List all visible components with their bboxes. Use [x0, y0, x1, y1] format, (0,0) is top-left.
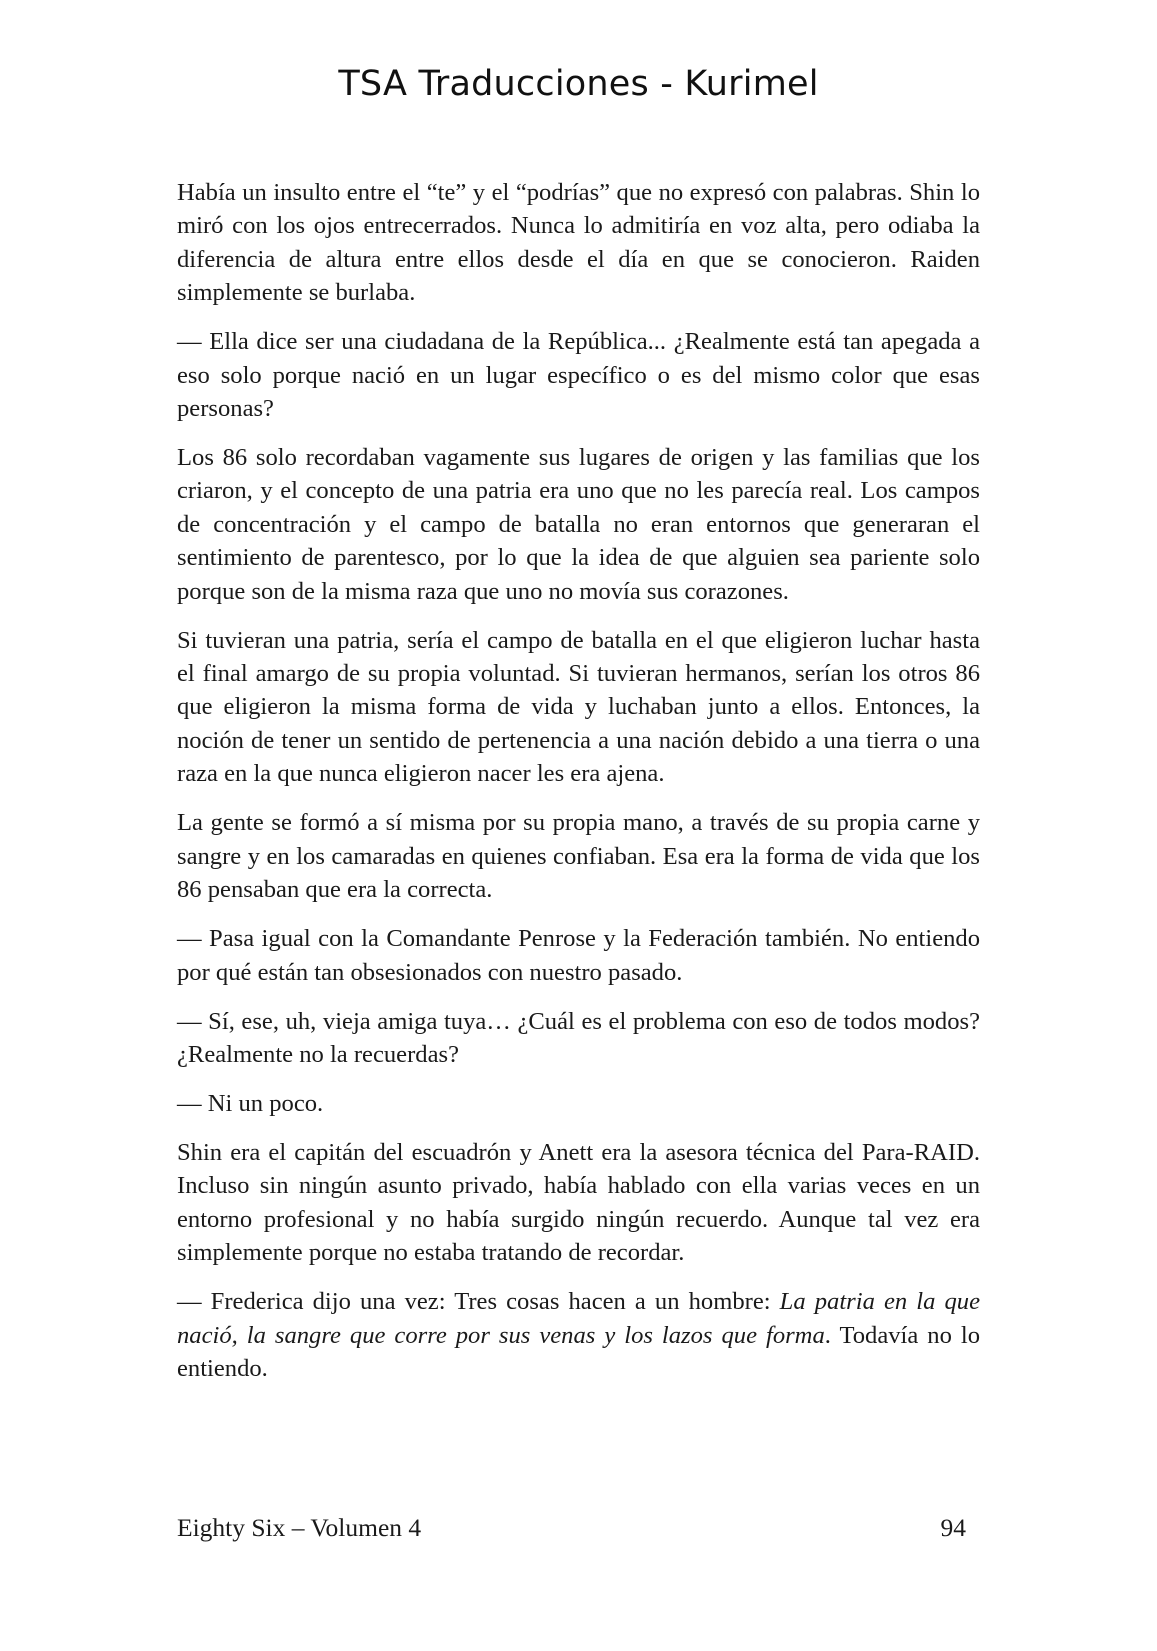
paragraph-text: . Todavía no lo entiendo. [177, 1321, 981, 1382]
page-header: TSA Traducciones - Kurimel [338, 64, 819, 104]
paragraph: La gente se formó a sí misma por su propia mano, a través de su propia carne y sangre y en los camaradas en quienes confiaban. Esa era la forma de vida que los 86 pensaban que era la correcta. [177, 809, 980, 904]
paragraph: — Ni un poco. [177, 1089, 324, 1117]
paragraph: — Ella dice ser una ciudadana de la República... ¿Realmente está tan apegada a eso solo porque nació en un lugar específico o es del mismo color que esas personas? [177, 328, 980, 423]
page-body [177, 176, 980, 1401]
paragraph: Los 86 solo recordaban vagamente sus lugares de origen y las familias que los criaron, y el concepto de una patria era uno que no les parecía real. Los campos de concentración y el campo de batalla no eran entornos que generaran el sentimiento de parentesco, por lo que la idea de que alguien sea pariente solo porque son de la misma raza que uno no movía sus corazones. [177, 444, 980, 605]
paragraph: — Sí, ese, uh, vieja amiga tuya… ¿Cuál es el problema con eso de todos modos? ¿Realmente no la recuerdas? [177, 1007, 980, 1068]
footer-book-title: Eighty Six – Volumen 4 [177, 1513, 422, 1542]
paragraph: — Pasa igual con la Comandante Penrose y la Federación también. No entiendo por qué están tan obsesionados con nuestro pasado. [177, 925, 980, 986]
paragraph-text: — Frederica dijo una vez: Tres cosas hacen a un hombre: [177, 1288, 780, 1316]
footer-page-number: 94 [940, 1513, 966, 1542]
paragraph: Shin era el capitán del escuadrón y Anett era la asesora técnica del Para-RAID. Incluso sin ningún asunto privado, había hablado con ella varias veces en un entorno profesional y no había surgido ningún recuerdo. Aunque tal vez era simplemente porque no estaba tratando de recordar. [177, 1138, 980, 1267]
paragraph-with-quote [177, 1285, 980, 1385]
paragraph: Si tuvieran una patria, sería el campo de batalla en el que eligieron luchar hasta el final amargo de su propia voluntad. Si tuvieran hermanos, serían los otros 86 que eligieron la misma forma de vida y luchaban junto a ellos. Entonces, la noción de tener un sentido de pertenencia a una nación debido a una tierra o una raza en la que nunca eligieron nacer les era ajena. [177, 626, 980, 788]
paragraph: Había un insulto entre el “te” y el “podrías” que no expresó con palabras. Shin lo miró con los ojos entrecerrados. Nunca lo admitiría en voz alta, pero odiaba la diferencia de altura entre ellos desde el día en que se conocieron. Raiden simplemente se burlaba. [177, 179, 980, 307]
italic-quote: La patria en la que nació, la sangre que corre por sus venas y los lazos que forma [177, 1288, 980, 1349]
